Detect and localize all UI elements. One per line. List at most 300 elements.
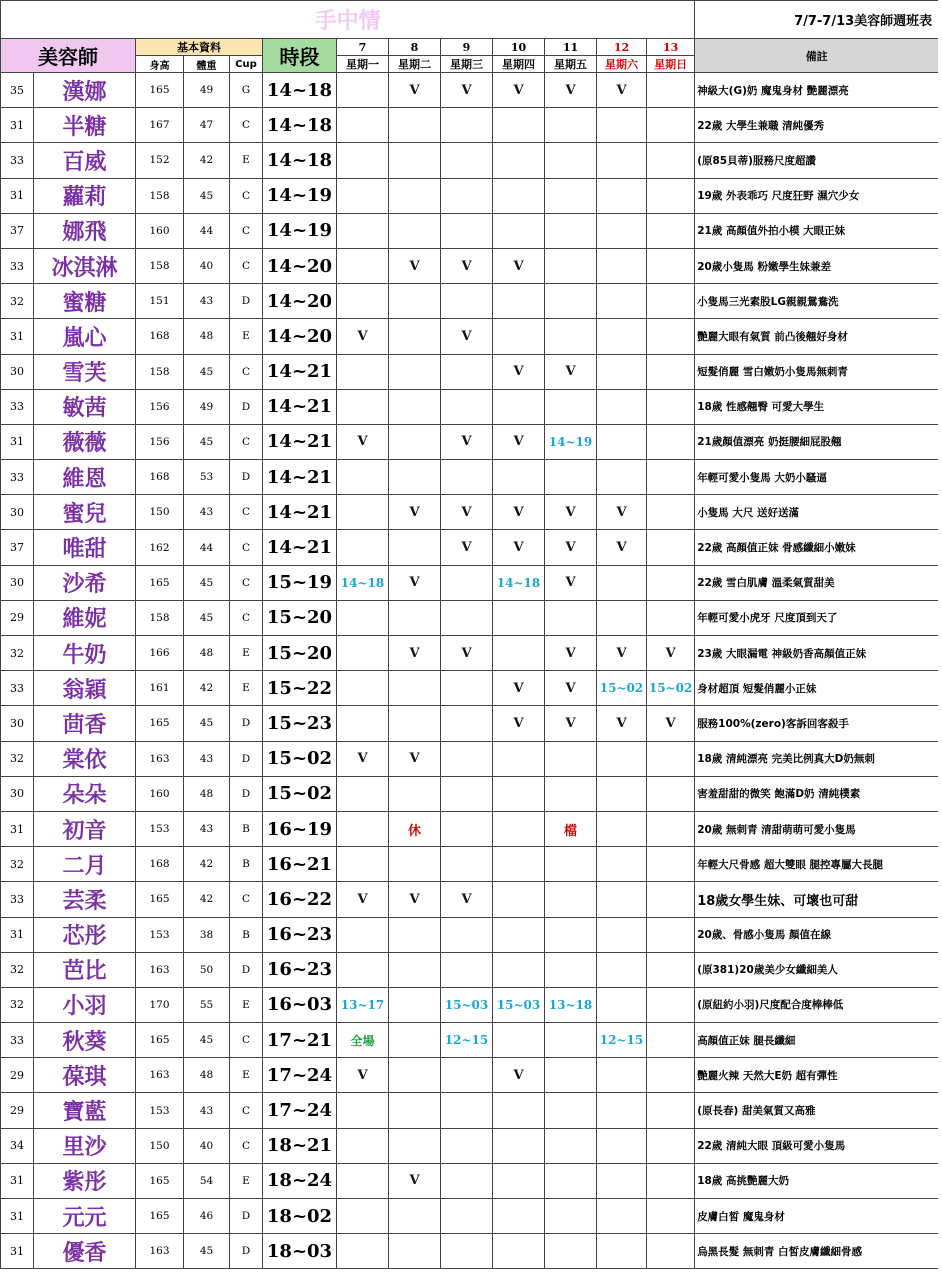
day-cell (647, 319, 695, 354)
name-cell: 二月 (34, 847, 136, 882)
day-cell (337, 811, 389, 846)
note-cell: 20歲、骨感小隻馬 顏值在線 (695, 917, 939, 952)
time-slot-cell: 15~02 (263, 776, 337, 811)
day-cell: 檔 (545, 811, 597, 846)
day-cell (597, 178, 647, 213)
day-cell: V (337, 882, 389, 917)
day-cell (389, 1199, 441, 1234)
cup-cell: D (230, 1199, 263, 1234)
day-cell (337, 1128, 389, 1163)
day-cell (545, 600, 597, 635)
name-cell: 薇薇 (34, 424, 136, 459)
day-cell (647, 1234, 695, 1269)
day-cell (441, 143, 493, 178)
day-cell: V (493, 671, 545, 706)
day-cell (389, 178, 441, 213)
day-cell: V (545, 354, 597, 389)
cup-cell: C (230, 108, 263, 143)
weight-cell: 48 (184, 1058, 230, 1093)
age-cell: 33 (1, 143, 34, 178)
age-cell: 31 (1, 1199, 34, 1234)
day-cell (493, 108, 545, 143)
time-slot-cell: 14~21 (263, 530, 337, 565)
day-cell (337, 389, 389, 424)
age-cell: 31 (1, 108, 34, 143)
table-row (1, 213, 939, 248)
day-cell (647, 1023, 695, 1058)
weekday-header: 星期四 (493, 56, 545, 73)
day-cell (493, 178, 545, 213)
note-cell: 18歲 性感翹臀 可愛大學生 (695, 389, 939, 424)
name-cell: 朵朵 (34, 776, 136, 811)
weight-cell: 48 (184, 319, 230, 354)
day-cell (545, 284, 597, 319)
height-cell: 165 (136, 1163, 184, 1198)
day-cell (597, 1234, 647, 1269)
day-cell (647, 424, 695, 459)
note-cell: 18歲 清純漂亮 完美比例真大D奶無刺 (695, 741, 939, 776)
time-slot-cell: 17~21 (263, 1023, 337, 1058)
height-cell: 165 (136, 882, 184, 917)
height-cell: 158 (136, 354, 184, 389)
cup-cell: C (230, 424, 263, 459)
day-cell (545, 1128, 597, 1163)
age-cell: 30 (1, 495, 34, 530)
day-cell (441, 565, 493, 600)
day-cell (493, 1093, 545, 1128)
day-cell (647, 213, 695, 248)
name-cell: 半糖 (34, 108, 136, 143)
day-cell (545, 882, 597, 917)
day-cell (647, 1163, 695, 1198)
age-cell: 33 (1, 460, 34, 495)
time-slot-cell: 16~22 (263, 882, 337, 917)
name-cell: 紫彤 (34, 1163, 136, 1198)
day-cell (389, 460, 441, 495)
day-cell (597, 1128, 647, 1163)
day-cell: V (389, 565, 441, 600)
day-cell: 15~02 (597, 671, 647, 706)
name-cell: 芸柔 (34, 882, 136, 917)
weight-cell: 43 (184, 1093, 230, 1128)
day-cell (597, 565, 647, 600)
age-cell: 29 (1, 1093, 34, 1128)
day-cell: V (493, 424, 545, 459)
day-cell (545, 319, 597, 354)
day-cell (337, 1163, 389, 1198)
age-cell: 33 (1, 1023, 34, 1058)
cup-cell: B (230, 847, 263, 882)
day-cell (647, 811, 695, 846)
page-margin (938, 0, 942, 1280)
height-cell: 153 (136, 811, 184, 846)
day-cell (597, 917, 647, 952)
name-cell: 葆琪 (34, 1058, 136, 1093)
day-cell: V (389, 495, 441, 530)
notes-header: 備註 (695, 39, 939, 73)
table-row (1, 73, 939, 108)
weight-cell: 45 (184, 600, 230, 635)
name-cell: 沙希 (34, 565, 136, 600)
day-cell: V (389, 741, 441, 776)
day-cell (389, 987, 441, 1022)
time-slot-cell: 15~22 (263, 671, 337, 706)
age-cell: 33 (1, 389, 34, 424)
day-cell (597, 847, 647, 882)
weight-cell: 48 (184, 776, 230, 811)
day-cell (389, 671, 441, 706)
day-cell (441, 1199, 493, 1234)
day-cell (493, 882, 545, 917)
table-row (1, 987, 939, 1022)
weight-cell: 53 (184, 460, 230, 495)
cup-cell: E (230, 319, 263, 354)
day-cell (647, 882, 695, 917)
height-cell: 165 (136, 1023, 184, 1058)
weight-cell: 43 (184, 811, 230, 846)
age-cell: 29 (1, 600, 34, 635)
weight-cell: 42 (184, 882, 230, 917)
day-cell (647, 143, 695, 178)
weight-cell: 45 (184, 1023, 230, 1058)
time-slot-cell: 14~21 (263, 460, 337, 495)
day-cell: 12~15 (597, 1023, 647, 1058)
day-cell (493, 811, 545, 846)
schedule-body (1, 73, 939, 1269)
day-cell: V (337, 741, 389, 776)
note-cell: 22歲 雪白肌膚 溫柔氣質甜美 (695, 565, 939, 600)
day-cell (647, 73, 695, 108)
note-cell: 艷麗大眼有氣質 前凸後翹好身材 (695, 319, 939, 354)
weight-cell: 45 (184, 565, 230, 600)
day-cell (441, 389, 493, 424)
day-cell (441, 178, 493, 213)
note-cell: 年輕大尺骨感 超大雙眼 腿控專屬大長腿 (695, 847, 939, 882)
day-cell (389, 1234, 441, 1269)
day-cell (545, 248, 597, 283)
day-cell (597, 424, 647, 459)
day-cell (647, 1128, 695, 1163)
day-cell (389, 1093, 441, 1128)
note-cell: (原381)20歲美少女纖細美人 (695, 952, 939, 987)
cup-cell: E (230, 987, 263, 1022)
table-row (1, 1163, 939, 1198)
day-cell (545, 847, 597, 882)
day-cell (389, 354, 441, 389)
day-cell (337, 1234, 389, 1269)
age-cell: 37 (1, 213, 34, 248)
weekday-header: 星期一 (337, 56, 389, 73)
name-cell: 小羽 (34, 987, 136, 1022)
page-title: 7/7-7/13美容師週班表 (695, 1, 939, 39)
day-cell (389, 213, 441, 248)
cup-cell: C (230, 248, 263, 283)
height-cell: 158 (136, 600, 184, 635)
age-cell: 37 (1, 530, 34, 565)
day-cell: V (493, 530, 545, 565)
day-cell (647, 741, 695, 776)
time-slot-cell: 17~24 (263, 1058, 337, 1093)
day-cell (597, 248, 647, 283)
height-cell: 150 (136, 1128, 184, 1163)
name-cell: 芯彤 (34, 917, 136, 952)
height-cell: 156 (136, 389, 184, 424)
time-slot-cell: 14~20 (263, 248, 337, 283)
day-cell (597, 776, 647, 811)
height-cell: 152 (136, 143, 184, 178)
day-cell: 14~19 (545, 424, 597, 459)
table-row (1, 1199, 939, 1234)
day-cell (647, 1199, 695, 1234)
day-cell (647, 952, 695, 987)
day-cell (337, 706, 389, 741)
day-cell (597, 143, 647, 178)
day-cell (647, 565, 695, 600)
day-cell (597, 460, 647, 495)
age-cell: 31 (1, 319, 34, 354)
day-cell: V (441, 636, 493, 671)
cup-cell: E (230, 636, 263, 671)
day-cell (493, 600, 545, 635)
day-cell: 12~15 (441, 1023, 493, 1058)
day-cell: V (441, 424, 493, 459)
day-cell (597, 1093, 647, 1128)
cup-cell: C (230, 565, 263, 600)
cup-cell: B (230, 811, 263, 846)
height-cell: 170 (136, 987, 184, 1022)
note-cell: 艷麗火辣 天然大E奶 超有彈性 (695, 1058, 939, 1093)
height-cell: 162 (136, 530, 184, 565)
time-slot-cell: 16~03 (263, 987, 337, 1022)
day-cell (597, 952, 647, 987)
time-slot-cell: 14~20 (263, 319, 337, 354)
cup-cell: D (230, 952, 263, 987)
day-cell (389, 284, 441, 319)
cup-cell: D (230, 741, 263, 776)
day-cell: V (389, 248, 441, 283)
note-cell: (原紐約小羽)尺度配合度棒棒低 (695, 987, 939, 1022)
cup-cell: E (230, 143, 263, 178)
height-cell: 168 (136, 460, 184, 495)
day-cell: V (647, 636, 695, 671)
day-cell (545, 213, 597, 248)
day-cell (545, 776, 597, 811)
day-cell (337, 108, 389, 143)
weight-cell: 43 (184, 495, 230, 530)
day-cell (647, 1093, 695, 1128)
time-slot-cell: 16~23 (263, 952, 337, 987)
table-row (1, 847, 939, 882)
day-cell: V (597, 73, 647, 108)
table-row (1, 1058, 939, 1093)
day-cell (337, 917, 389, 952)
day-cell (337, 776, 389, 811)
height-cell: 160 (136, 776, 184, 811)
height-cell: 153 (136, 1093, 184, 1128)
day-cell (545, 108, 597, 143)
weight-cell: 43 (184, 741, 230, 776)
time-slot-cell: 14~21 (263, 354, 337, 389)
note-cell: 20歲 無刺青 清甜萌萌可愛小隻馬 (695, 811, 939, 846)
day-cell (389, 108, 441, 143)
time-slot-cell: 15~02 (263, 741, 337, 776)
day-cell: V (493, 495, 545, 530)
table-row (1, 530, 939, 565)
cup-cell: G (230, 73, 263, 108)
day-cell (647, 108, 695, 143)
day-cell (545, 952, 597, 987)
day-cell (389, 1058, 441, 1093)
time-slot-cell: 14~18 (263, 73, 337, 108)
day-cell: V (441, 882, 493, 917)
day-cell (441, 671, 493, 706)
height-cell: 163 (136, 1058, 184, 1093)
day-cell: V (545, 530, 597, 565)
weight-cell: 50 (184, 952, 230, 987)
age-cell: 31 (1, 1234, 34, 1269)
table-row (1, 706, 939, 741)
day-cell: V (337, 1058, 389, 1093)
day-cell (545, 178, 597, 213)
weekday-header: 星期六 (597, 56, 647, 73)
weight-cell: 45 (184, 706, 230, 741)
age-cell: 30 (1, 706, 34, 741)
time-slot-cell: 15~23 (263, 706, 337, 741)
day-cell (493, 213, 545, 248)
cup-cell: C (230, 213, 263, 248)
day-cell (337, 73, 389, 108)
day-cell (337, 354, 389, 389)
day-cell: 15~03 (493, 987, 545, 1022)
day-cell (493, 917, 545, 952)
date-header: 8 (389, 39, 441, 56)
note-cell: 18歲 高挑艷麗大奶 (695, 1163, 939, 1198)
day-cell (389, 1128, 441, 1163)
table-row (1, 1128, 939, 1163)
note-cell: 小隻馬 大尺 送好送滿 (695, 495, 939, 530)
note-cell: 身材超頂 短髮俏麗小正妹 (695, 671, 939, 706)
day-cell (441, 1128, 493, 1163)
cup-cell: D (230, 1234, 263, 1269)
day-cell (441, 847, 493, 882)
day-cell: V (545, 671, 597, 706)
note-cell: 23歲 大眼漏電 神級奶香高顏值正妹 (695, 636, 939, 671)
day-cell (493, 1128, 545, 1163)
day-cell (337, 143, 389, 178)
age-cell: 31 (1, 1163, 34, 1198)
day-cell (597, 213, 647, 248)
date-header: 10 (493, 39, 545, 56)
day-cell: V (389, 882, 441, 917)
weight-cell: 42 (184, 143, 230, 178)
height-cell: 165 (136, 565, 184, 600)
height-cell: 153 (136, 917, 184, 952)
day-cell: V (441, 495, 493, 530)
table-row (1, 882, 939, 917)
day-cell (389, 847, 441, 882)
day-cell: V (493, 354, 545, 389)
height-cell: 167 (136, 108, 184, 143)
note-cell: 小隻馬三光素股LG親親鴛鴦洗 (695, 284, 939, 319)
day-cell (493, 1199, 545, 1234)
day-cell (545, 741, 597, 776)
time-slot-cell: 16~23 (263, 917, 337, 952)
height-cell: 163 (136, 952, 184, 987)
note-cell: 20歲小隻馬 粉嫩學生妹兼差 (695, 248, 939, 283)
name-cell: 百威 (34, 143, 136, 178)
time-slot-cell: 18~21 (263, 1128, 337, 1163)
cup-cell: E (230, 671, 263, 706)
name-cell: 元元 (34, 1199, 136, 1234)
date-header: 7 (337, 39, 389, 56)
table-row (1, 248, 939, 283)
day-cell (337, 284, 389, 319)
day-cell (545, 143, 597, 178)
age-cell: 32 (1, 987, 34, 1022)
day-cell: V (597, 530, 647, 565)
table-row (1, 565, 939, 600)
note-cell: 害羞甜甜的微笑 飽滿D奶 清純樸素 (695, 776, 939, 811)
day-cell (389, 319, 441, 354)
cup-cell: C (230, 882, 263, 917)
day-cell (545, 1199, 597, 1234)
weight-cell: 44 (184, 213, 230, 248)
table-row (1, 917, 939, 952)
day-cell (389, 776, 441, 811)
cup-cell: E (230, 1058, 263, 1093)
cup-cell: D (230, 389, 263, 424)
cup-cell: D (230, 460, 263, 495)
note-cell: 18歲女學生妹、可壞也可甜 (695, 882, 939, 917)
day-cell (493, 776, 545, 811)
day-cell: V (545, 565, 597, 600)
day-cell (493, 636, 545, 671)
cup-cell: C (230, 495, 263, 530)
table-row (1, 319, 939, 354)
day-cell (441, 1093, 493, 1128)
note-cell: 皮膚白皙 魔鬼身材 (695, 1199, 939, 1234)
date-header: 11 (545, 39, 597, 56)
weekday-header: 星期三 (441, 56, 493, 73)
table-row (1, 776, 939, 811)
age-cell: 34 (1, 1128, 34, 1163)
note-cell: 服務100%(zero)客訴回客殺手 (695, 706, 939, 741)
weight-header: 體重 (184, 56, 230, 73)
day-cell (545, 917, 597, 952)
day-cell (493, 847, 545, 882)
day-cell: 15~02 (647, 671, 695, 706)
day-cell (441, 108, 493, 143)
age-cell: 31 (1, 811, 34, 846)
note-cell: (原長春) 甜美氣質又高雅 (695, 1093, 939, 1128)
weight-cell: 47 (184, 108, 230, 143)
day-cell: V (493, 1058, 545, 1093)
time-slot-cell: 18~02 (263, 1199, 337, 1234)
day-cell (597, 1199, 647, 1234)
day-cell (597, 389, 647, 424)
name-cell: 維恩 (34, 460, 136, 495)
time-slot-cell: 16~21 (263, 847, 337, 882)
time-slot-header: 時段 (263, 39, 337, 73)
day-cell (441, 1234, 493, 1269)
weight-cell: 42 (184, 671, 230, 706)
age-cell: 32 (1, 952, 34, 987)
day-cell (441, 952, 493, 987)
day-cell (545, 389, 597, 424)
table-row (1, 1023, 939, 1058)
weight-cell: 45 (184, 424, 230, 459)
day-cell: V (441, 319, 493, 354)
